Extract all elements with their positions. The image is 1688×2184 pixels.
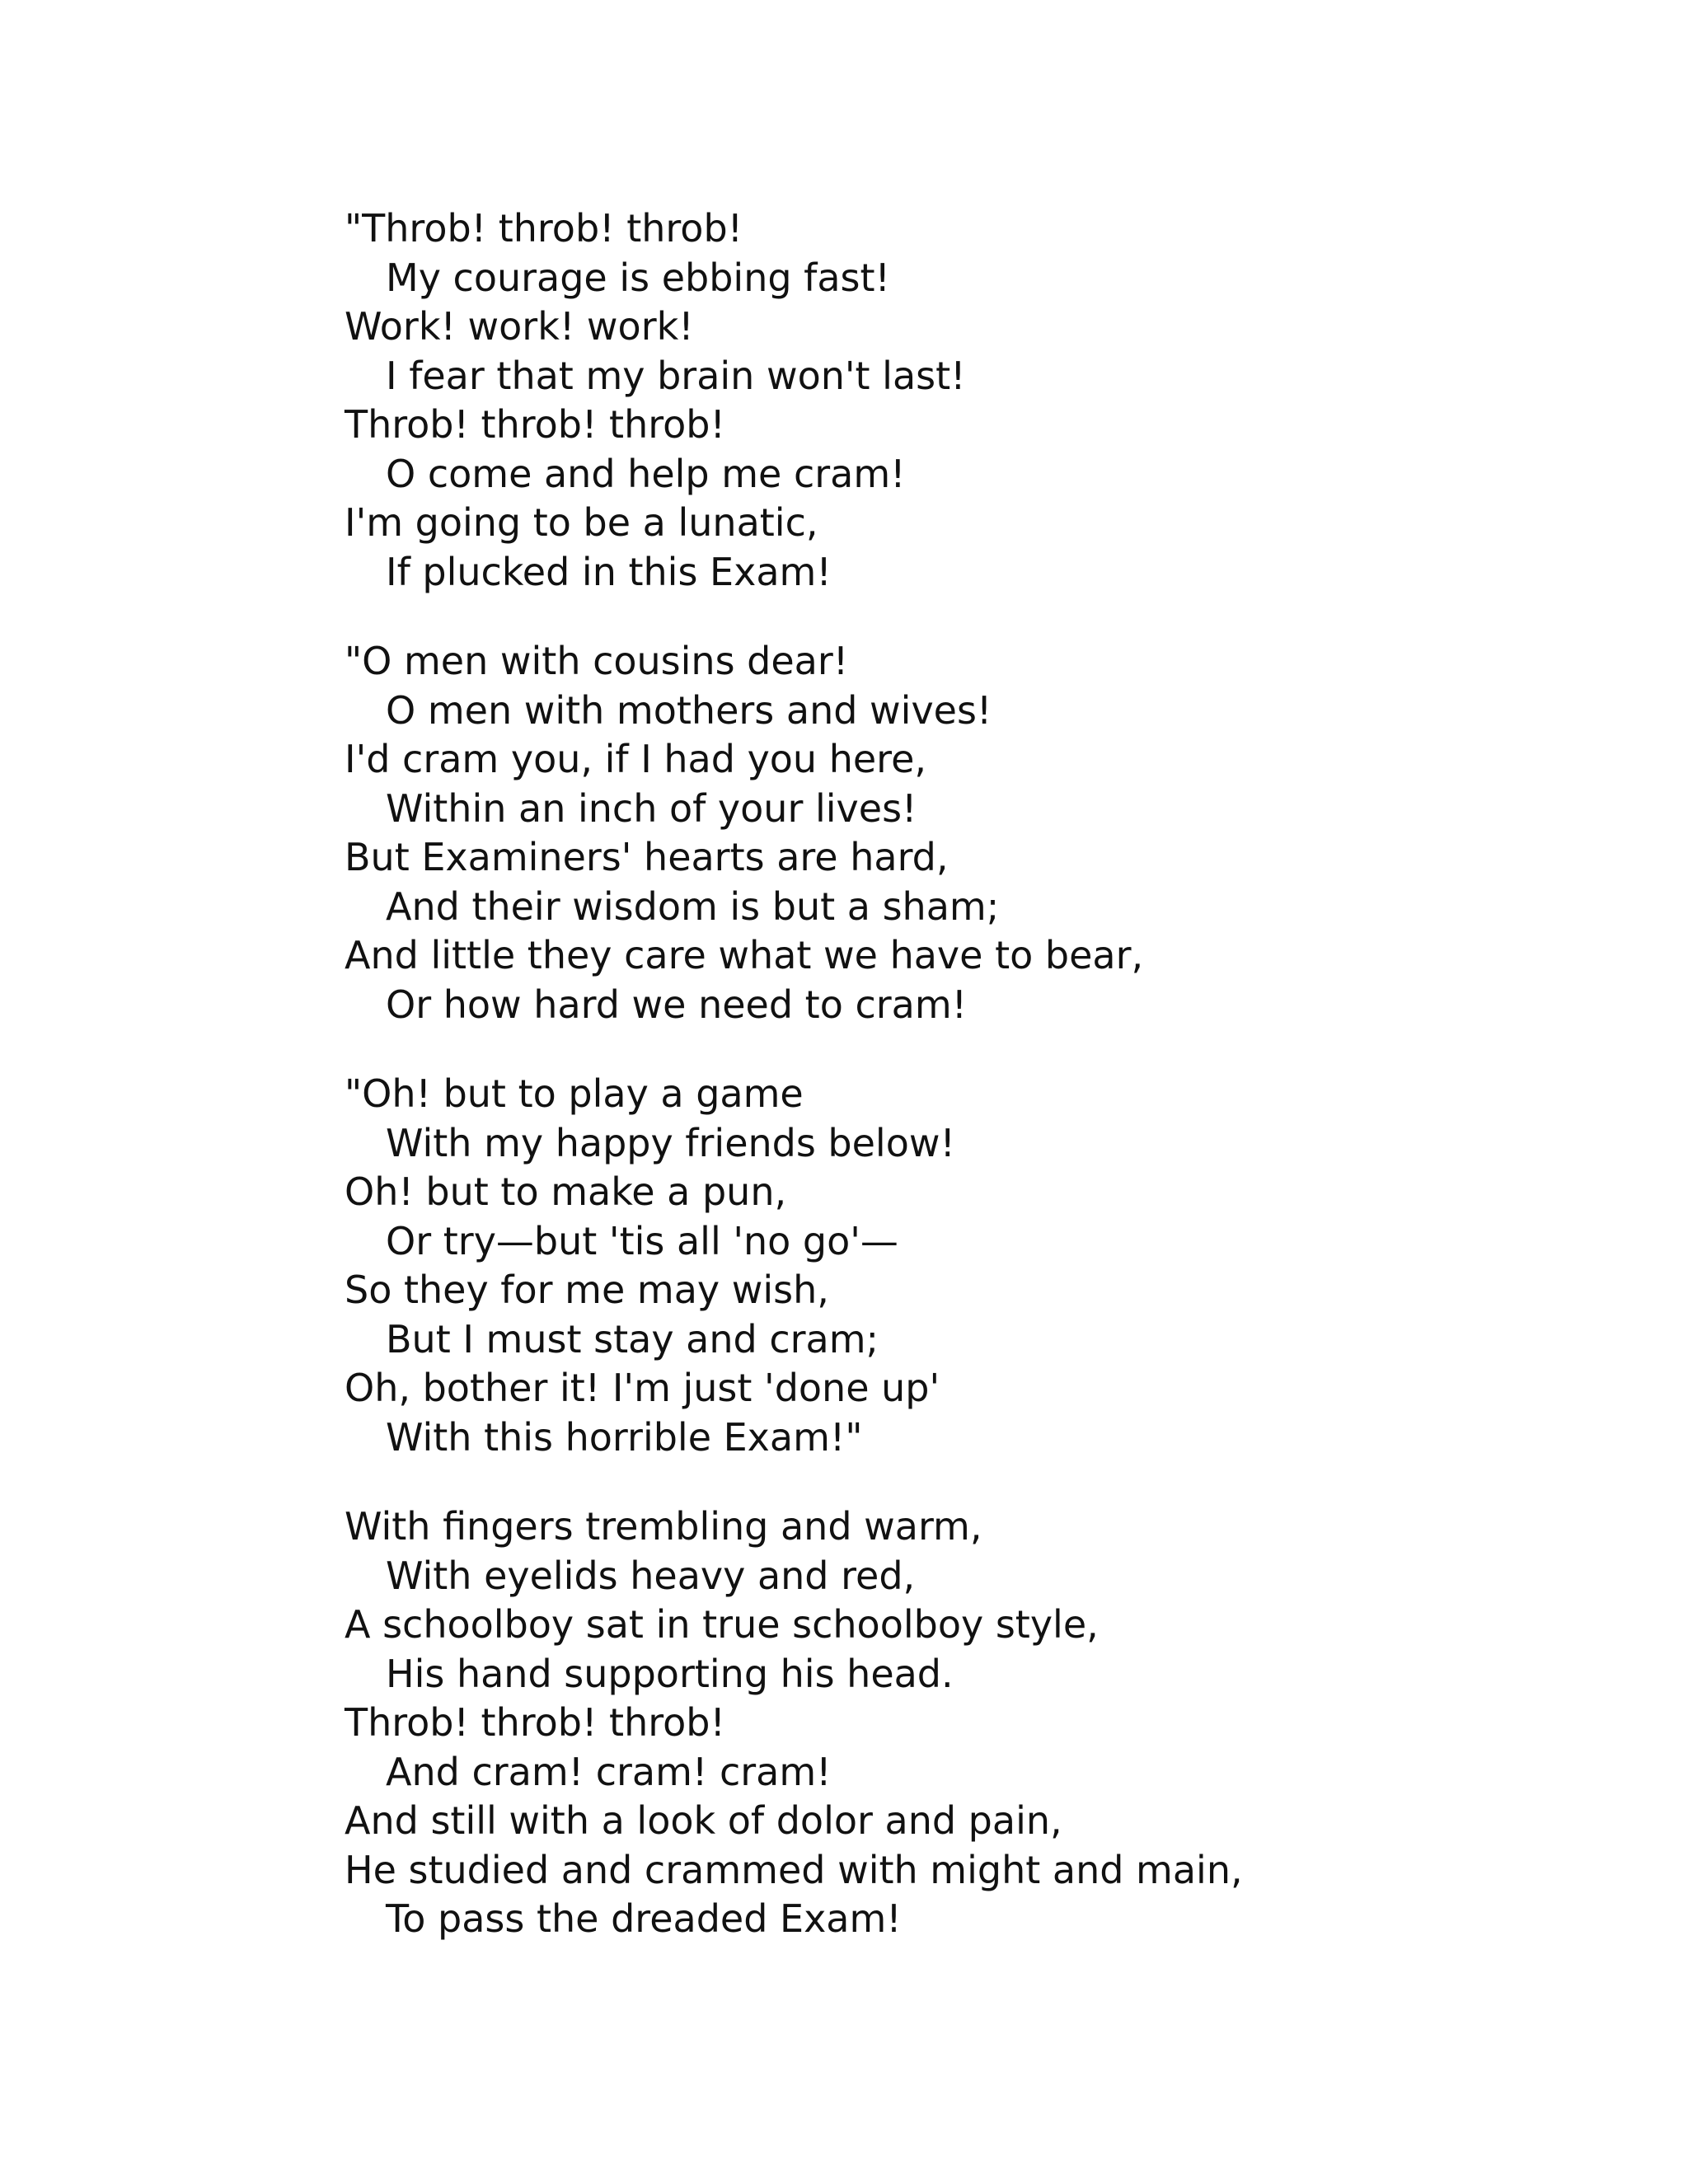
poem-line: Throb! throb! throb! — [345, 402, 725, 447]
poem-body — [345, 204, 1581, 1985]
poem-line: Oh, bother it! I'm just 'done up' — [345, 1366, 940, 1410]
poem-line: And cram! cram! cram! — [386, 1749, 832, 1794]
poem-line: And their wisdom is but a sham; — [386, 883, 1000, 929]
poem-line: So they for me may wish, — [345, 1268, 829, 1312]
poem-line: "Throb! throb! throb! — [345, 206, 743, 251]
poem-line: His hand supporting his head. — [386, 1651, 954, 1696]
poem-line: But Examiners' hearts are hard, — [345, 835, 949, 879]
poem-line: Oh! but to make a pun, — [345, 1169, 787, 1214]
poem-line: With fingers trembling and warm, — [345, 1504, 982, 1549]
stanza-2 — [345, 637, 1581, 1029]
poem-line: With eyelids heavy and red, — [386, 1553, 916, 1598]
poem-line: With this horrible Exam!" — [386, 1414, 863, 1460]
poem-line: I'm going to be a lunatic, — [345, 500, 818, 545]
stanza-4 — [345, 1502, 1581, 1944]
poem-line: Throb! throb! throb! — [345, 1700, 725, 1745]
poem-line: O come and help me cram! — [386, 451, 906, 496]
poem-line: "O men with cousins dear! — [345, 639, 849, 683]
poem-line: If plucked in this Exam! — [386, 549, 832, 594]
poem-line: I'd cram you, if I had you here, — [345, 737, 926, 781]
poem-line: With my happy friends below! — [386, 1120, 955, 1165]
poem-line: And still with a look of dolor and pain, — [345, 1798, 1062, 1843]
poem-line: Work! work! work! — [345, 304, 694, 349]
poem-line: A schoolboy sat in true schoolboy style, — [345, 1602, 1099, 1647]
poem-line: And little they care what we have to bear, — [345, 933, 1144, 977]
stanza-3 — [345, 1070, 1581, 1462]
poem-line: My courage is ebbing fast! — [386, 255, 890, 300]
poem-line: Or try—but 'tis all 'no go'— — [386, 1218, 898, 1263]
poem-line: He studied and crammed with might and main, — [345, 1847, 1243, 1892]
poem-line: "Oh! but to play a game — [345, 1071, 804, 1116]
poem-line: Or how hard we need to cram! — [386, 982, 968, 1027]
poem-line: Within an inch of your lives! — [386, 785, 917, 831]
poem-line: To pass the dreaded Exam! — [386, 1896, 902, 1941]
poem-line: O men with mothers and wives! — [386, 687, 992, 733]
poem-line: I fear that my brain won't last! — [386, 353, 966, 398]
stanza-1 — [345, 204, 1581, 597]
poem-line: But I must stay and cram; — [386, 1316, 879, 1361]
